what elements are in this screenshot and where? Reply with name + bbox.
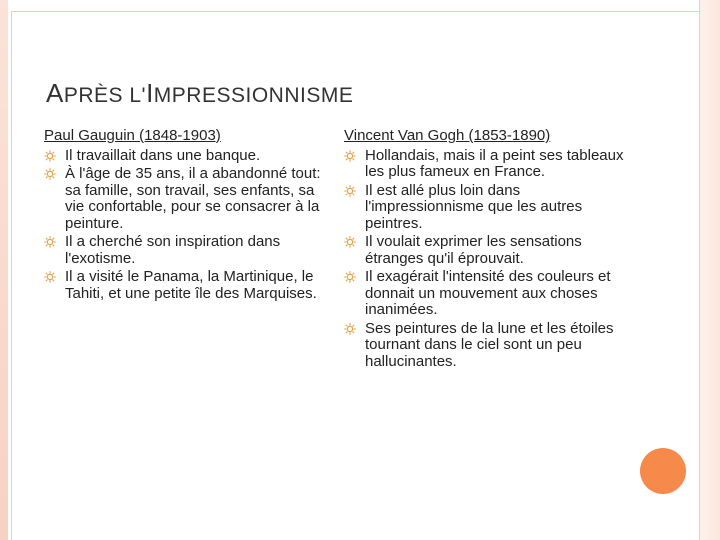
sun-bullet-icon <box>344 236 356 248</box>
title-part-2: MPRESSIONNISME <box>153 84 354 107</box>
list-item <box>344 234 624 267</box>
list-item <box>44 166 324 232</box>
sun-bullet-icon <box>344 185 356 197</box>
list-item <box>344 148 624 181</box>
list-item <box>44 148 324 165</box>
list-item-text: Il travaillait dans une banque. <box>65 146 261 164</box>
right-decorative-band <box>700 0 720 540</box>
title-part-1: PRÈS L <box>63 84 142 107</box>
sun-bullet-icon <box>344 271 356 283</box>
list-item-text: Hollandais, mais il a peint ses tableaux les plus fameux en France. <box>365 146 624 180</box>
gauguin-list <box>44 148 324 303</box>
list-item <box>44 269 324 302</box>
gauguin-column <box>44 128 324 304</box>
van-gogh-column <box>344 128 624 372</box>
van-gogh-heading: Vincent Van Gogh (1853-1890) <box>344 127 551 144</box>
slide-title <box>46 78 353 109</box>
gauguin-heading: Paul Gauguin (1848-1903) <box>44 127 221 144</box>
list-item-text: Il est allé plus loin dans l'impressionnisme que les autres peintres. <box>365 181 583 232</box>
list-item-text: Il a cherché son inspiration dans l'exotisme. <box>65 233 281 267</box>
title-apostrophe: ' <box>141 84 147 107</box>
sun-bullet-icon <box>344 150 356 162</box>
title-cap-a: A <box>46 78 64 108</box>
list-item <box>344 321 624 371</box>
list-item <box>344 269 624 319</box>
list-item-text: Ses peintures de la lune et les étoiles tournant dans le ciel sont un peu hallucinantes. <box>365 319 614 370</box>
list-item-text: Il voulait exprimer les sensations étranges qu'il éprouvait. <box>365 233 582 267</box>
list-item-text: Il a visité le Panama, la Martinique, le Tahiti, et une petite île des Marquises. <box>65 268 317 302</box>
sun-bullet-icon <box>44 150 56 162</box>
list-item <box>344 183 624 233</box>
list-item-text: Il exagérait l'intensité des couleurs et donnait un mouvement aux choses inanimées. <box>365 268 611 318</box>
title-cap-i: I <box>146 78 154 108</box>
sun-bullet-icon <box>344 323 356 335</box>
orange-circle-decoration <box>640 448 686 494</box>
left-decorative-band <box>0 0 8 540</box>
van-gogh-list <box>344 148 624 371</box>
sun-bullet-icon <box>44 168 56 180</box>
list-item <box>44 234 324 267</box>
sun-bullet-icon <box>44 236 56 248</box>
list-item-text: À l'âge de 35 ans, il a abandonné tout: sa famille, son travail, ses enfants, sa vie confortable, pour se consacrer à la peinture. <box>65 165 321 232</box>
sun-bullet-icon <box>44 271 56 283</box>
